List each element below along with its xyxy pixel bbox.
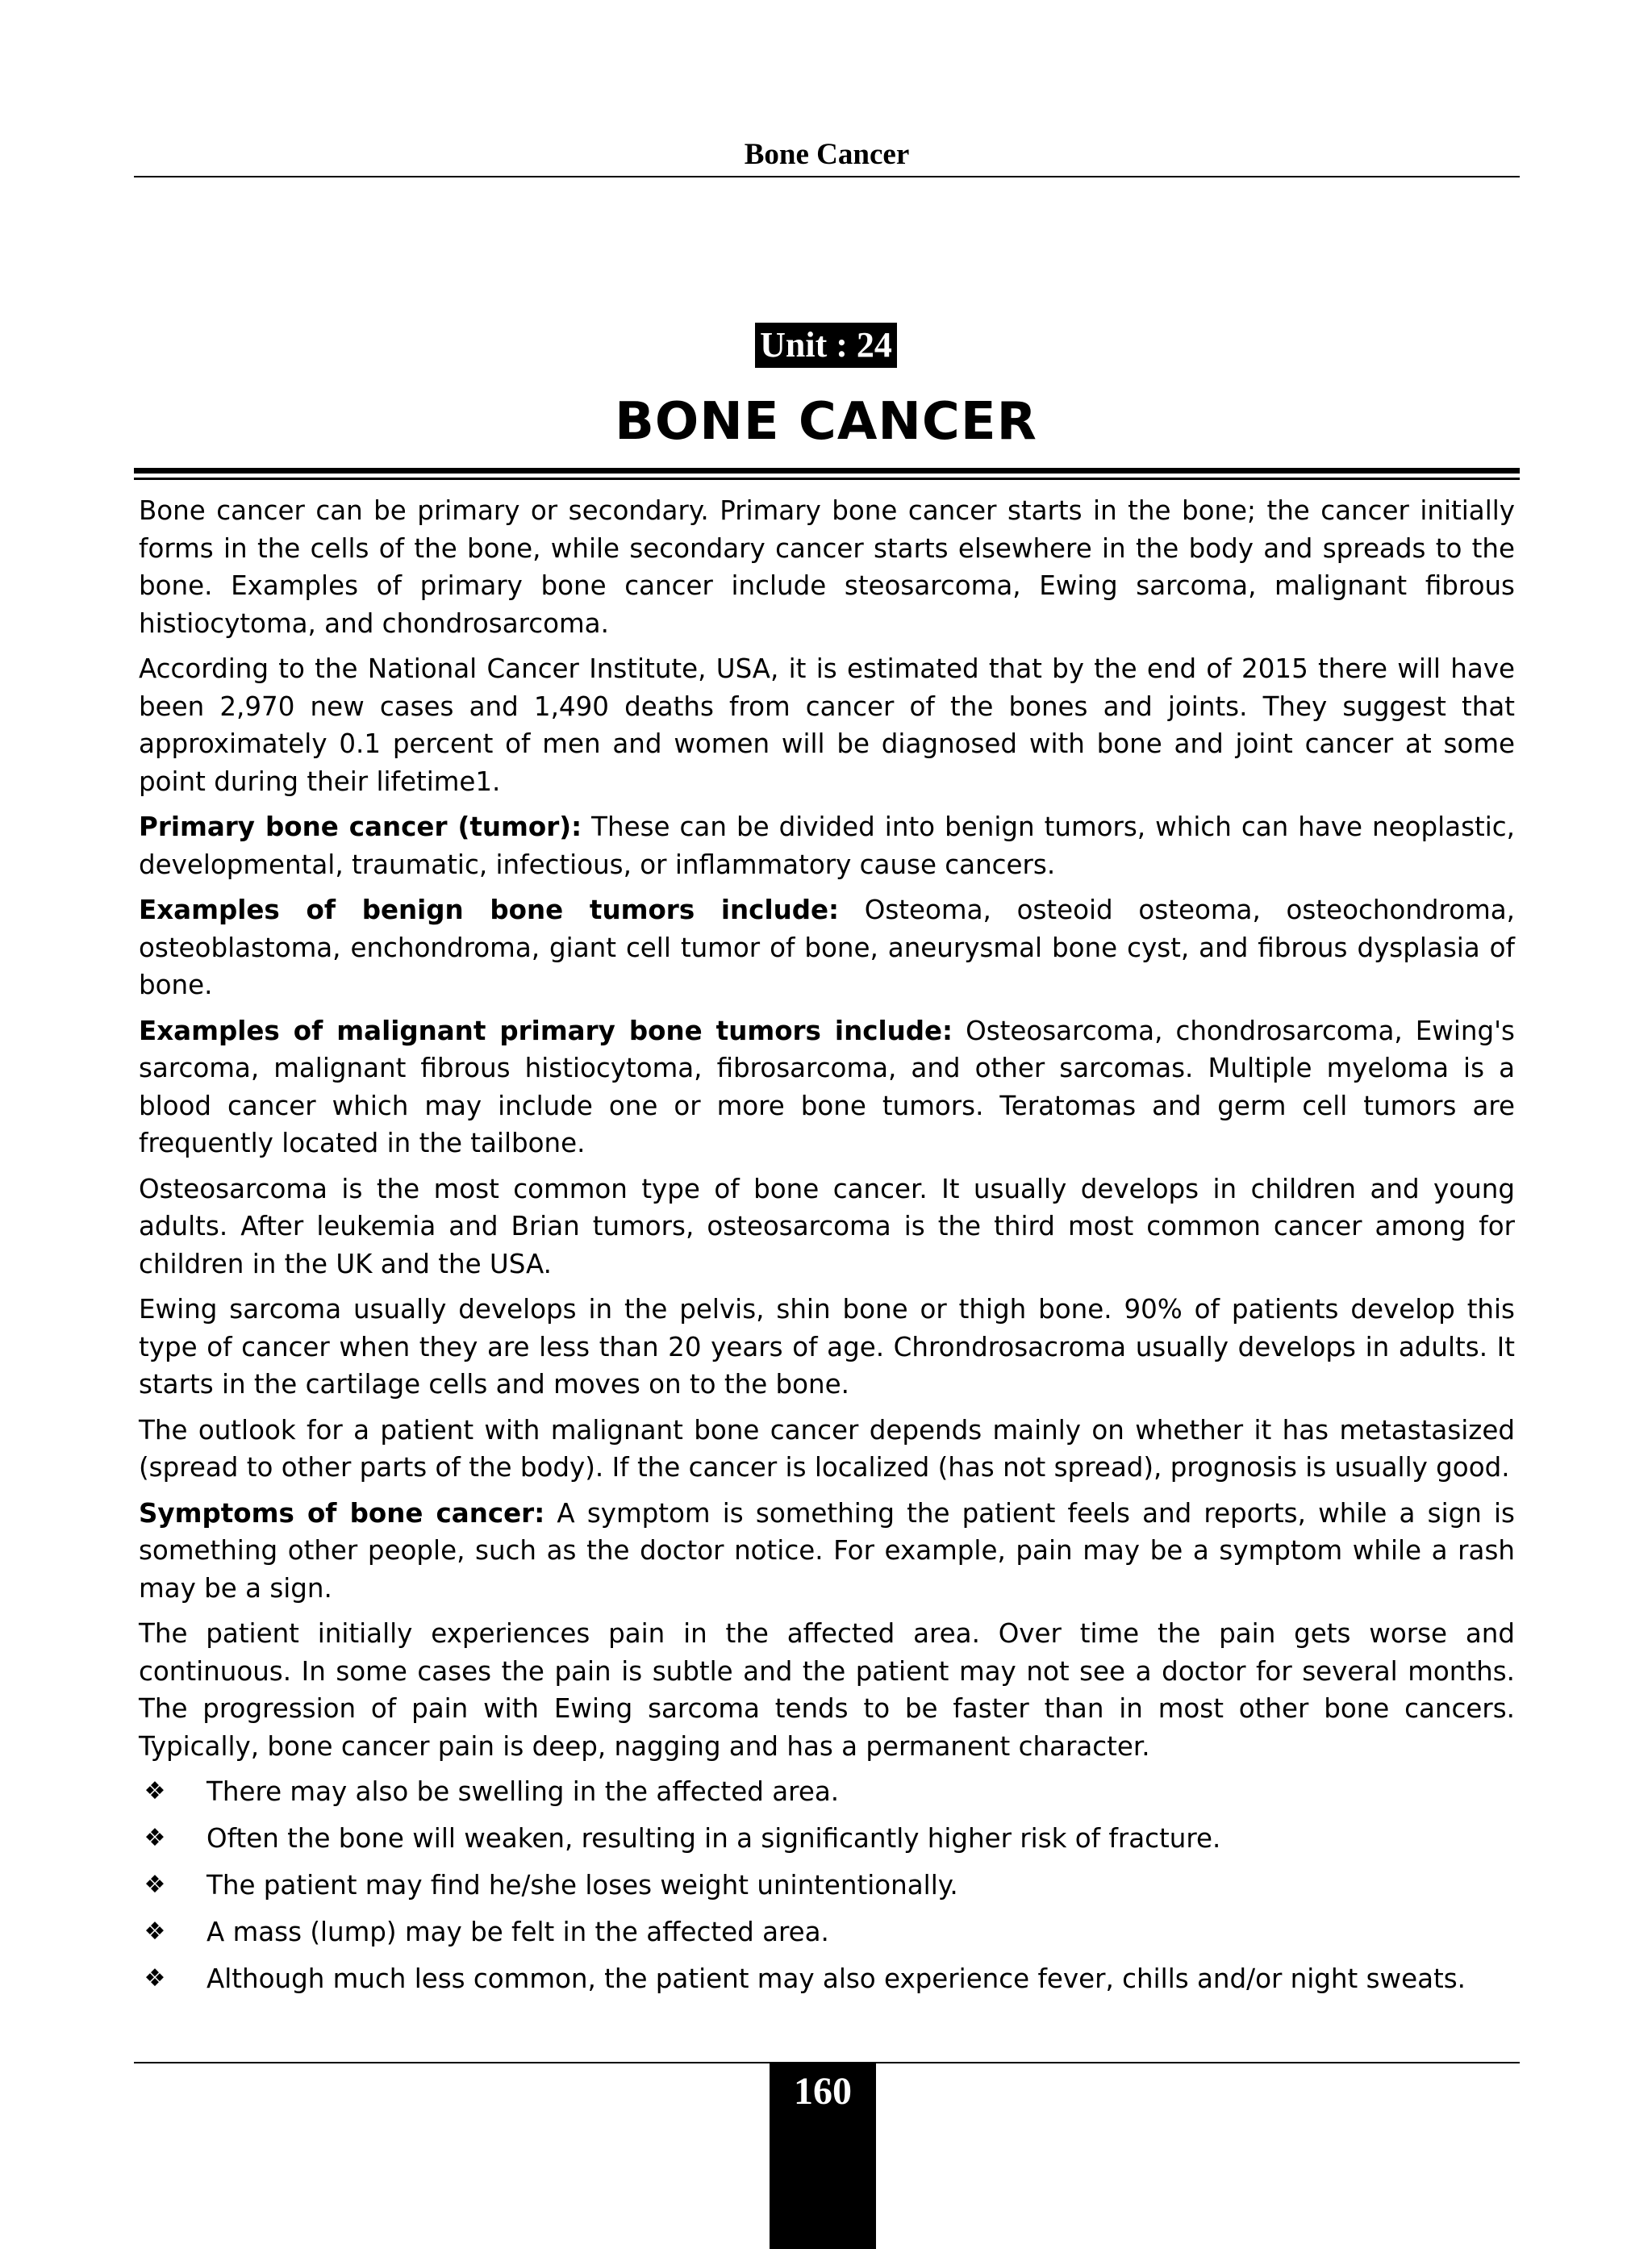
paragraph-lead: Examples of benign bone tumors include: — [139, 895, 840, 925]
page-number: 160 — [770, 2063, 876, 2249]
diamond-bullet-icon: ❖ — [144, 1777, 166, 1805]
list-item: ❖ There may also be swelling in the affected area. — [139, 1773, 1515, 1810]
title-rule-thin — [134, 478, 1520, 480]
list-item: ❖ The patient may find he/she loses weight unintentionally. — [139, 1867, 1515, 1904]
unit-label-wrap — [0, 323, 1652, 368]
body-content — [139, 492, 1515, 2007]
list-item: ❖ Although much less common, the patient may also experience fever, chills and/or night sweats. — [139, 1960, 1515, 1997]
running-header: Bone Cancer — [744, 138, 910, 171]
unit-label: Unit : 24 — [755, 323, 897, 368]
diamond-bullet-icon: ❖ — [144, 1871, 166, 1899]
diamond-bullet-icon: ❖ — [144, 1964, 166, 1992]
paragraph: Ewing sarcoma usually develops in the pelvis, shin bone or thigh bone. 90% of patients develop this type of cancer when they are less than 20 years of age. Chrondrosacroma usually develops in adults. It starts in the cartilage cells and moves on to the bone. — [139, 1294, 1515, 1400]
paragraph: Osteosarcoma is the most common type of bone cancer. It usually develops in children and young adults. After leukemia and Brian tumors, osteosarcoma is the third most common cancer among for children in the UK and the USA. — [139, 1173, 1515, 1279]
list-item: ❖ Often the bone will weaken, resulting in a significantly higher risk of fracture. — [139, 1820, 1515, 1857]
paragraph: Primary bone cancer (tumor): These can be divided into benign tumors, which can have neoplastic, developmental, traumatic, infectious, or inflammatory cause cancers. — [139, 812, 1516, 880]
paragraph-lead: Symptoms of bone cancer: — [139, 1497, 545, 1529]
paragraph: According to the National Cancer Institute, USA, it is estimated that by the end of 2015 there will have been 2,970 new cases and 1,490 deaths from cancer of the bones and joints. They suggest that approximately 0.1 percent of men and women will be diagnosed with bone and joint cancer at some point during their lifetime1. — [139, 653, 1515, 797]
header-rule — [134, 176, 1520, 177]
paragraph: The outlook for a patient with malignant bone cancer depends mainly on whether it has metastasized (spread to other parts of the body). If the cancer is localized (has not spread), prognosis is usually good. — [139, 1414, 1515, 1483]
paragraph: Symptoms of bone cancer: A symptom is something the patient feels and reports, while a sign is something other people, such as the doctor notice. For example, pain may be a symptom while a rash may be a sign. — [139, 1497, 1515, 1604]
paragraph: The patient initially experiences pain in the affected area. Over time the pain gets worse and continuous. In some cases the pain is subtle and the patient may not see a doctor for several months. The progression of pain with Ewing sarcoma tends to be faster than in most other bone cancers. Typically, bone cancer pain is deep, nagging and has a permanent character. — [139, 1618, 1515, 1762]
paragraph: Bone cancer can be primary or secondary. Primary bone cancer starts in the bone; the cancer initially forms in the cells of the bone, while secondary cancer starts elsewhere in the body and spreads to the bone. Examples of primary bone cancer include steosarcoma, Ewing sarcoma, malignant fibrous histiocytoma, and chondrosarcoma. — [139, 495, 1515, 639]
title-rule-thick — [134, 468, 1520, 474]
paragraph: Examples of malignant primary bone tumors include: Osteosarcoma, chondrosarcoma, Ewing's sarcoma, malignant fibrous histiocytoma, fibrosarcoma, and other sarcomas. Multiple myeloma is a blood cancer which may include one or more bone tumors. Teratomas and germ cell tumors are frequently located in the tailbone. — [139, 1015, 1515, 1158]
paragraph-lead: Primary bone cancer (tumor): — [139, 812, 582, 842]
list-item: ❖ A mass (lump) may be felt in the affected area. — [139, 1913, 1515, 1951]
symptom-list — [139, 1773, 1515, 1997]
chapter-title: BONE CANCER — [615, 392, 1037, 452]
diamond-bullet-icon: ❖ — [144, 1824, 166, 1852]
paragraph-lead: Examples of malignant primary bone tumors include: — [139, 1015, 953, 1046]
paragraph: Examples of benign bone tumors include: Osteoma, osteoid osteoma, osteochondroma, osteoblastoma, enchondroma, giant cell tumor of bone, aneurysmal bone cyst, and fibrous dysplasia of bone. — [139, 895, 1515, 1000]
diamond-bullet-icon: ❖ — [144, 1917, 166, 1946]
